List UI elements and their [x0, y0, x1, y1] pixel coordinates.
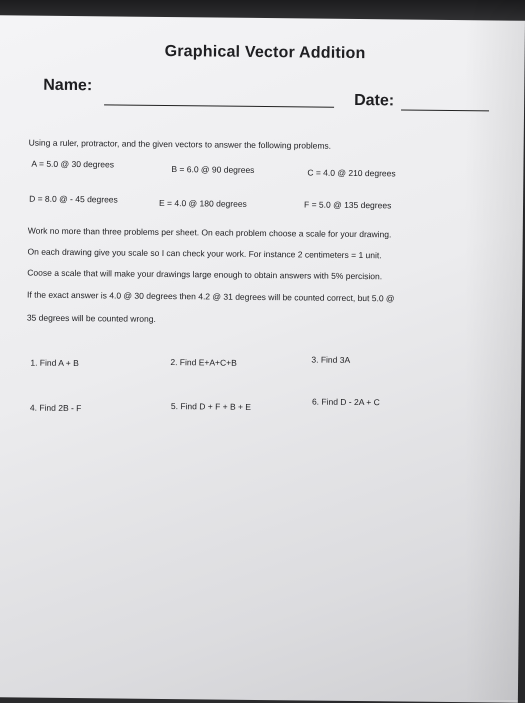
problem-6: 6. Find D - 2A + C	[311, 396, 380, 408]
instructions-text: Using a ruler, protractor, and the given vectors to answer the following problems.	[28, 137, 332, 151]
problem-1: 1. Find A + B	[30, 357, 79, 369]
vector-d: D = 8.0 @ - 45 degrees	[29, 193, 118, 205]
vector-f: F = 5.0 @ 135 degrees	[303, 199, 392, 211]
rules-line: 35 degrees will be counted wrong.	[26, 312, 156, 324]
problem-2: 2. Find E+A+C+B	[170, 357, 237, 368]
worksheet-title: Graphical Vector Addition	[164, 42, 366, 63]
name-blank-line	[104, 104, 334, 107]
problem-3: 3. Find 3A	[311, 354, 351, 365]
rules-line: On each drawing give you scale so I can check your work. For instance 2 centimeters = 1 unit.	[27, 246, 382, 261]
rules-line: If the exact answer is 4.0 @ 30 degrees then 4.2 @ 31 degrees will be counted correct, but 5.0 @	[27, 289, 395, 304]
worksheet-paper	[0, 15, 525, 702]
name-label: Name:	[43, 76, 93, 95]
date-blank-line	[401, 109, 489, 111]
vector-e: E = 4.0 @ 180 degrees	[159, 197, 247, 209]
rules-line: Work no more than three problems per sheet. On each problem choose a scale for your drawing.	[27, 225, 392, 240]
problem-5: 5. Find D + F + B + E	[170, 401, 252, 412]
vector-b: B = 6.0 @ 90 degrees	[171, 164, 255, 175]
problem-4: 4. Find 2B - F	[29, 402, 82, 414]
vector-c: C = 4.0 @ 210 degrees	[307, 167, 396, 179]
rules-line: Coose a scale that will make your drawings large enough to obtain answers with 5% percision.	[27, 267, 383, 282]
vector-a: A = 5.0 @ 30 degrees	[31, 158, 115, 170]
date-label: Date:	[354, 91, 395, 110]
